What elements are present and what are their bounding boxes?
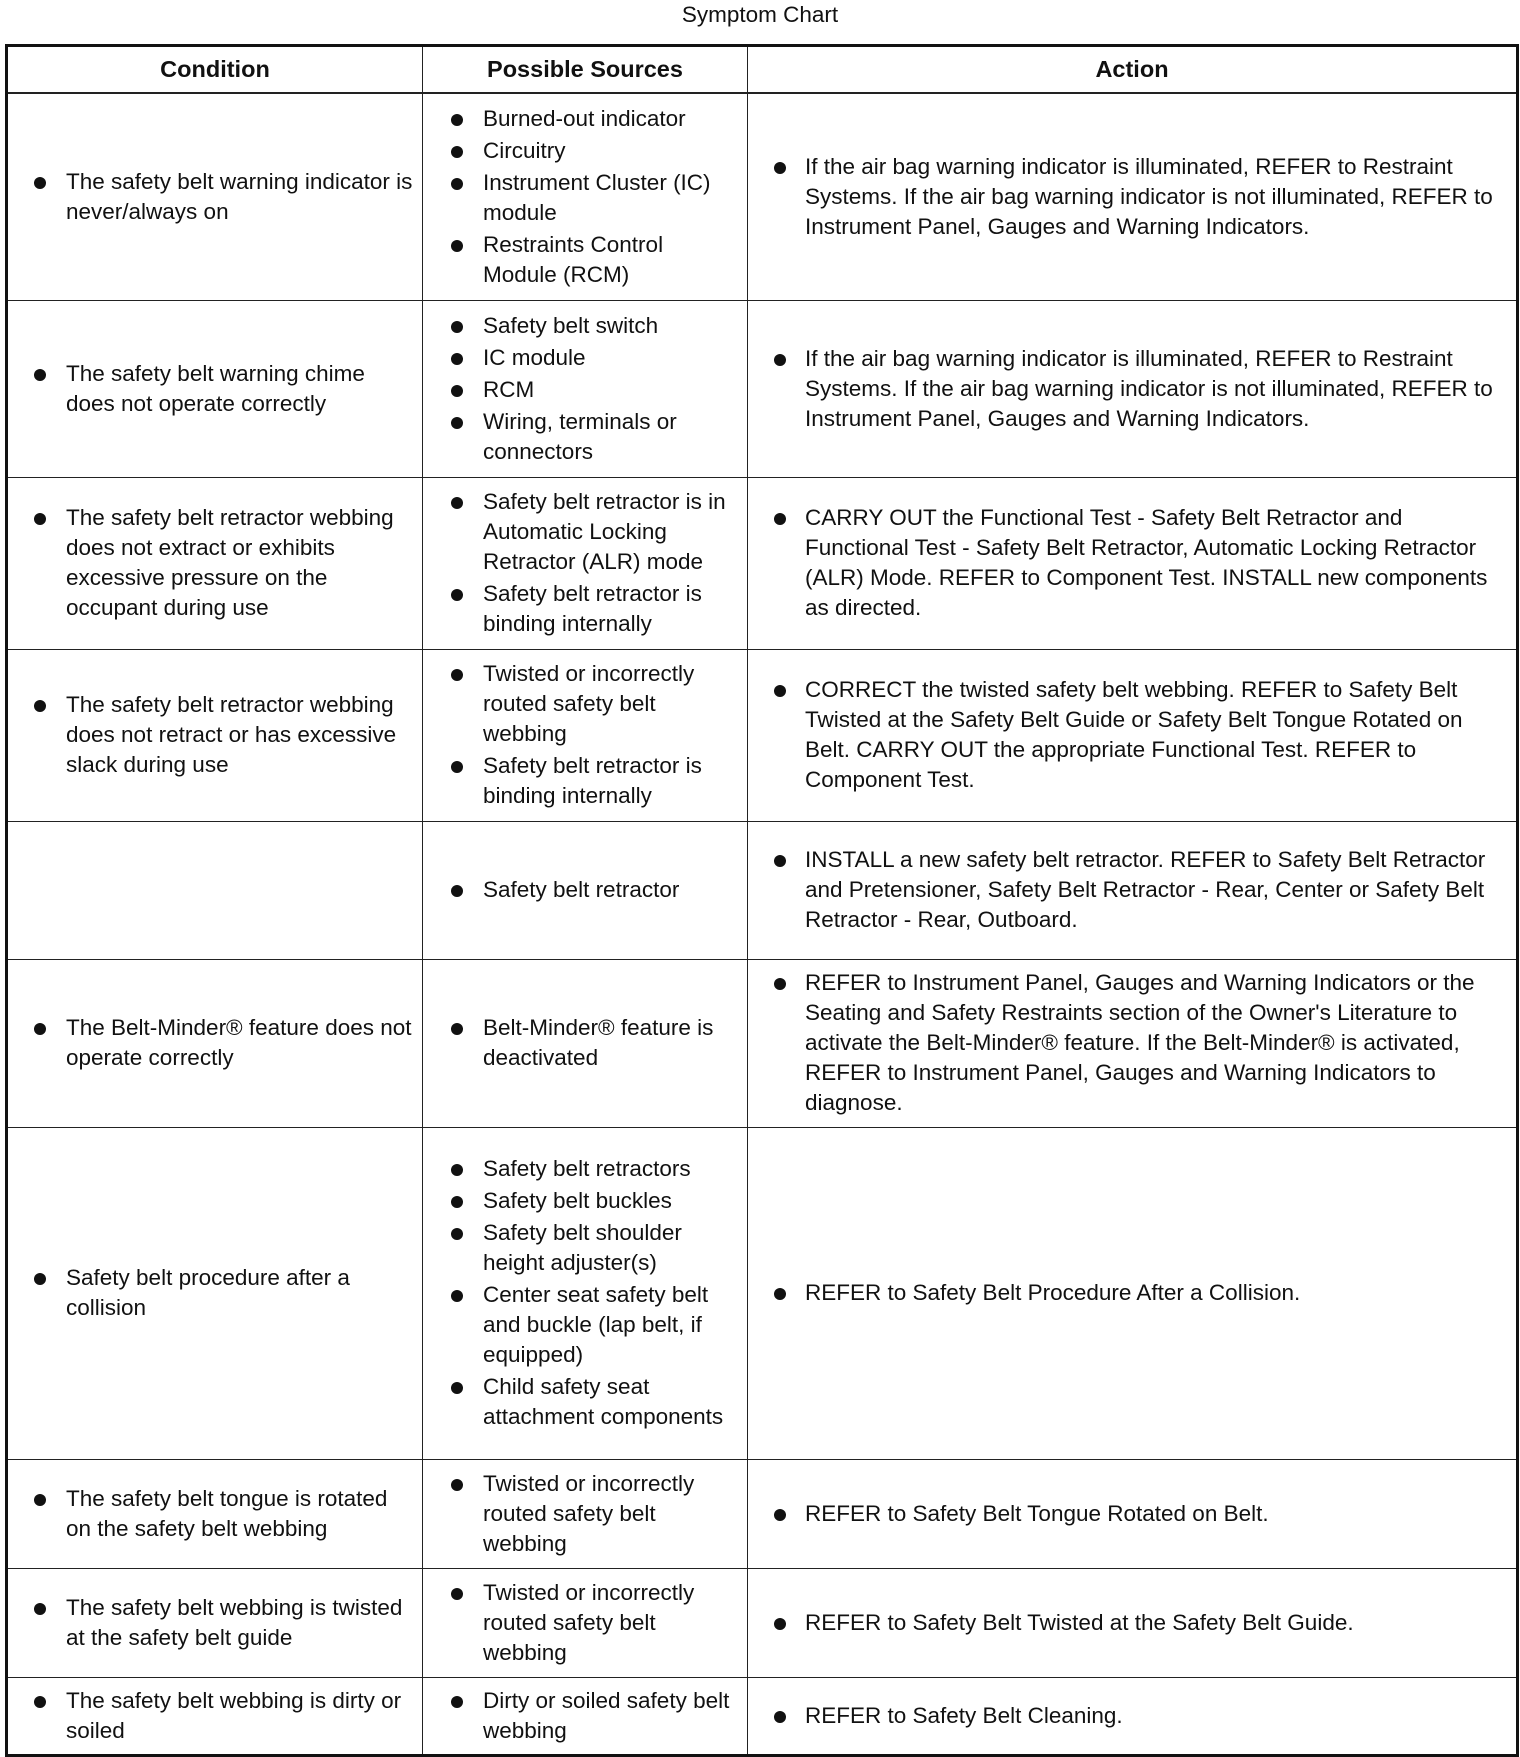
bullet-list — [774, 968, 1508, 1118]
condition-cell — [7, 93, 423, 300]
list-item: Wiring, terminals or connectors — [451, 407, 739, 467]
bullet-list — [451, 1578, 739, 1668]
list-item: Dirty or soiled safety belt webbing — [451, 1686, 739, 1746]
list-item: Twisted or incorrectly routed safety belt webbing — [451, 659, 739, 749]
condition-cell — [7, 649, 423, 821]
action-column-header: Action — [748, 46, 1518, 94]
bullet-list — [774, 503, 1508, 623]
list-item: If the air bag warning indicator is illuminated, REFER to Restraint Systems. If the air bag warning indicator is not illuminated, REFER to Instrument Panel, Gauges and Warning Indicators. — [774, 152, 1508, 242]
list-item: If the air bag warning indicator is illuminated, REFER to Restraint Systems. If the air bag warning indicator is not illuminated, REFER to Instrument Panel, Gauges and Warning Indicators. — [774, 344, 1508, 434]
table-body — [7, 93, 1518, 1755]
bullet-list — [451, 875, 739, 905]
list-item: Belt-Minder® feature is deactivated — [451, 1013, 739, 1073]
action-cell — [748, 93, 1518, 300]
action-cell — [748, 1127, 1518, 1459]
list-item: Safety belt retractor is in Automatic Locking Retractor (ALR) mode — [451, 487, 739, 577]
list-item: The safety belt warning chime does not operate correctly — [34, 359, 414, 419]
possible-sources-cell — [423, 300, 748, 477]
list-item: Twisted or incorrectly routed safety belt webbing — [451, 1469, 739, 1559]
list-item: Safety belt retractor is binding internally — [451, 579, 739, 639]
condition-cell — [7, 300, 423, 477]
bullet-list — [774, 1499, 1508, 1529]
action-cell — [748, 821, 1518, 959]
list-item: Center seat safety belt and buckle (lap belt, if equipped) — [451, 1280, 739, 1370]
bullet-list — [774, 1278, 1508, 1308]
table-row — [7, 821, 1518, 959]
table-row — [7, 1127, 1518, 1459]
list-item: Safety belt retractor is binding internally — [451, 751, 739, 811]
action-cell — [748, 477, 1518, 649]
possible-sources-cell — [423, 1127, 748, 1459]
bullet-list — [34, 1686, 414, 1746]
possible-sources-cell — [423, 93, 748, 300]
list-item: REFER to Instrument Panel, Gauges and Warning Indicators or the Seating and Safety Restraints section of the Owner's Literature to activate the Belt-Minder® feature. If the Belt-Minder® is activated, REFER to Instrument Panel, Gauges and Warning Indicators to diagnose. — [774, 968, 1508, 1118]
table-row — [7, 1459, 1518, 1568]
list-item: Safety belt retractors — [451, 1154, 739, 1184]
list-item: RCM — [451, 375, 739, 405]
action-cell — [748, 300, 1518, 477]
list-item: REFER to Safety Belt Cleaning. — [774, 1701, 1508, 1731]
bullet-list — [34, 1484, 414, 1544]
bullet-list — [774, 1608, 1508, 1638]
condition-cell — [7, 1568, 423, 1677]
list-item: The safety belt retractor webbing does not extract or exhibits excessive pressure on the occupant during use — [34, 503, 414, 623]
list-item: CARRY OUT the Functional Test - Safety Belt Retractor and Functional Test - Safety Belt Retractor, Automatic Locking Retractor (ALR) Mode. REFER to Component Test. INSTALL new components as directed. — [774, 503, 1508, 623]
list-item: Safety belt buckles — [451, 1186, 739, 1216]
list-item: The safety belt retractor webbing does not retract or has excessive slack during use — [34, 690, 414, 780]
table-row — [7, 1677, 1518, 1755]
action-cell — [748, 1568, 1518, 1677]
bullet-list — [451, 104, 739, 290]
list-item: The safety belt warning indicator is never/always on — [34, 167, 414, 227]
condition-cell — [7, 1677, 423, 1755]
list-item: Safety belt procedure after a collision — [34, 1263, 414, 1323]
list-item: CORRECT the twisted safety belt webbing. REFER to Safety Belt Twisted at the Safety Belt Guide or Safety Belt Tongue Rotated on Belt. CARRY OUT the appropriate Functional Test. REFER to Component Test. — [774, 675, 1508, 795]
bullet-list — [34, 359, 414, 419]
action-cell — [748, 1677, 1518, 1755]
bullet-list — [451, 1686, 739, 1746]
bullet-list — [451, 311, 739, 467]
list-item: REFER to Safety Belt Tongue Rotated on Belt. — [774, 1499, 1508, 1529]
list-item: Safety belt retractor — [451, 875, 739, 905]
bullet-list — [451, 1469, 739, 1559]
bullet-list — [34, 1263, 414, 1323]
list-item: Burned-out indicator — [451, 104, 739, 134]
condition-cell — [7, 959, 423, 1127]
possible-sources-cell — [423, 649, 748, 821]
table-row — [7, 93, 1518, 300]
list-item: The safety belt tongue is rotated on the safety belt webbing — [34, 1484, 414, 1544]
table-row — [7, 477, 1518, 649]
list-item: INSTALL a new safety belt retractor. REFER to Safety Belt Retractor and Pretensioner, Safety Belt Retractor - Rear, Center or Safety Belt Retractor - Rear, Outboard. — [774, 845, 1508, 935]
table-row — [7, 649, 1518, 821]
possible-sources-cell — [423, 821, 748, 959]
list-item: REFER to Safety Belt Procedure After a Collision. — [774, 1278, 1508, 1308]
bullet-list — [774, 152, 1508, 242]
bullet-list — [451, 487, 739, 639]
action-cell — [748, 1459, 1518, 1568]
condition-cell — [7, 821, 423, 959]
list-item: The safety belt webbing is dirty or soiled — [34, 1686, 414, 1746]
bullet-list — [774, 1701, 1508, 1731]
list-item: Restraints Control Module (RCM) — [451, 230, 739, 290]
sources-column-header: Possible Sources — [423, 46, 748, 94]
page-title: Symptom Chart — [681, 2, 839, 27]
possible-sources-cell — [423, 1459, 748, 1568]
bullet-list — [34, 503, 414, 623]
possible-sources-cell — [423, 477, 748, 649]
list-item: The safety belt webbing is twisted at the safety belt guide — [34, 1593, 414, 1653]
action-cell — [748, 649, 1518, 821]
condition-cell — [7, 477, 423, 649]
bullet-list — [774, 845, 1508, 935]
list-item: IC module — [451, 343, 739, 373]
bullet-list — [34, 1593, 414, 1653]
bullet-list — [34, 167, 414, 227]
table-row — [7, 1568, 1518, 1677]
list-item: Circuitry — [451, 136, 739, 166]
bullet-list — [451, 659, 739, 811]
bullet-list — [774, 344, 1508, 434]
bullet-list — [774, 675, 1508, 795]
bullet-list — [34, 690, 414, 780]
list-item: The Belt-Minder® feature does not operate correctly — [34, 1013, 414, 1073]
possible-sources-cell — [423, 959, 748, 1127]
list-item: Instrument Cluster (IC) module — [451, 168, 739, 228]
bullet-list — [34, 1013, 414, 1073]
list-item: Twisted or incorrectly routed safety belt webbing — [451, 1578, 739, 1668]
condition-column-header: Condition — [7, 46, 423, 94]
possible-sources-cell — [423, 1677, 748, 1755]
list-item: Safety belt switch — [451, 311, 739, 341]
condition-cell — [7, 1127, 423, 1459]
action-cell — [748, 959, 1518, 1127]
bullet-list — [451, 1013, 739, 1073]
condition-cell — [7, 1459, 423, 1568]
list-item: Child safety seat attachment components — [451, 1372, 739, 1432]
table-row — [7, 959, 1518, 1127]
list-item: Safety belt shoulder height adjuster(s) — [451, 1218, 739, 1278]
table-header-row — [7, 46, 1518, 94]
possible-sources-cell — [423, 1568, 748, 1677]
table-row — [7, 300, 1518, 477]
symptom-chart-table — [5, 44, 1519, 1757]
list-item: REFER to Safety Belt Twisted at the Safety Belt Guide. — [774, 1608, 1508, 1638]
bullet-list — [451, 1154, 739, 1432]
